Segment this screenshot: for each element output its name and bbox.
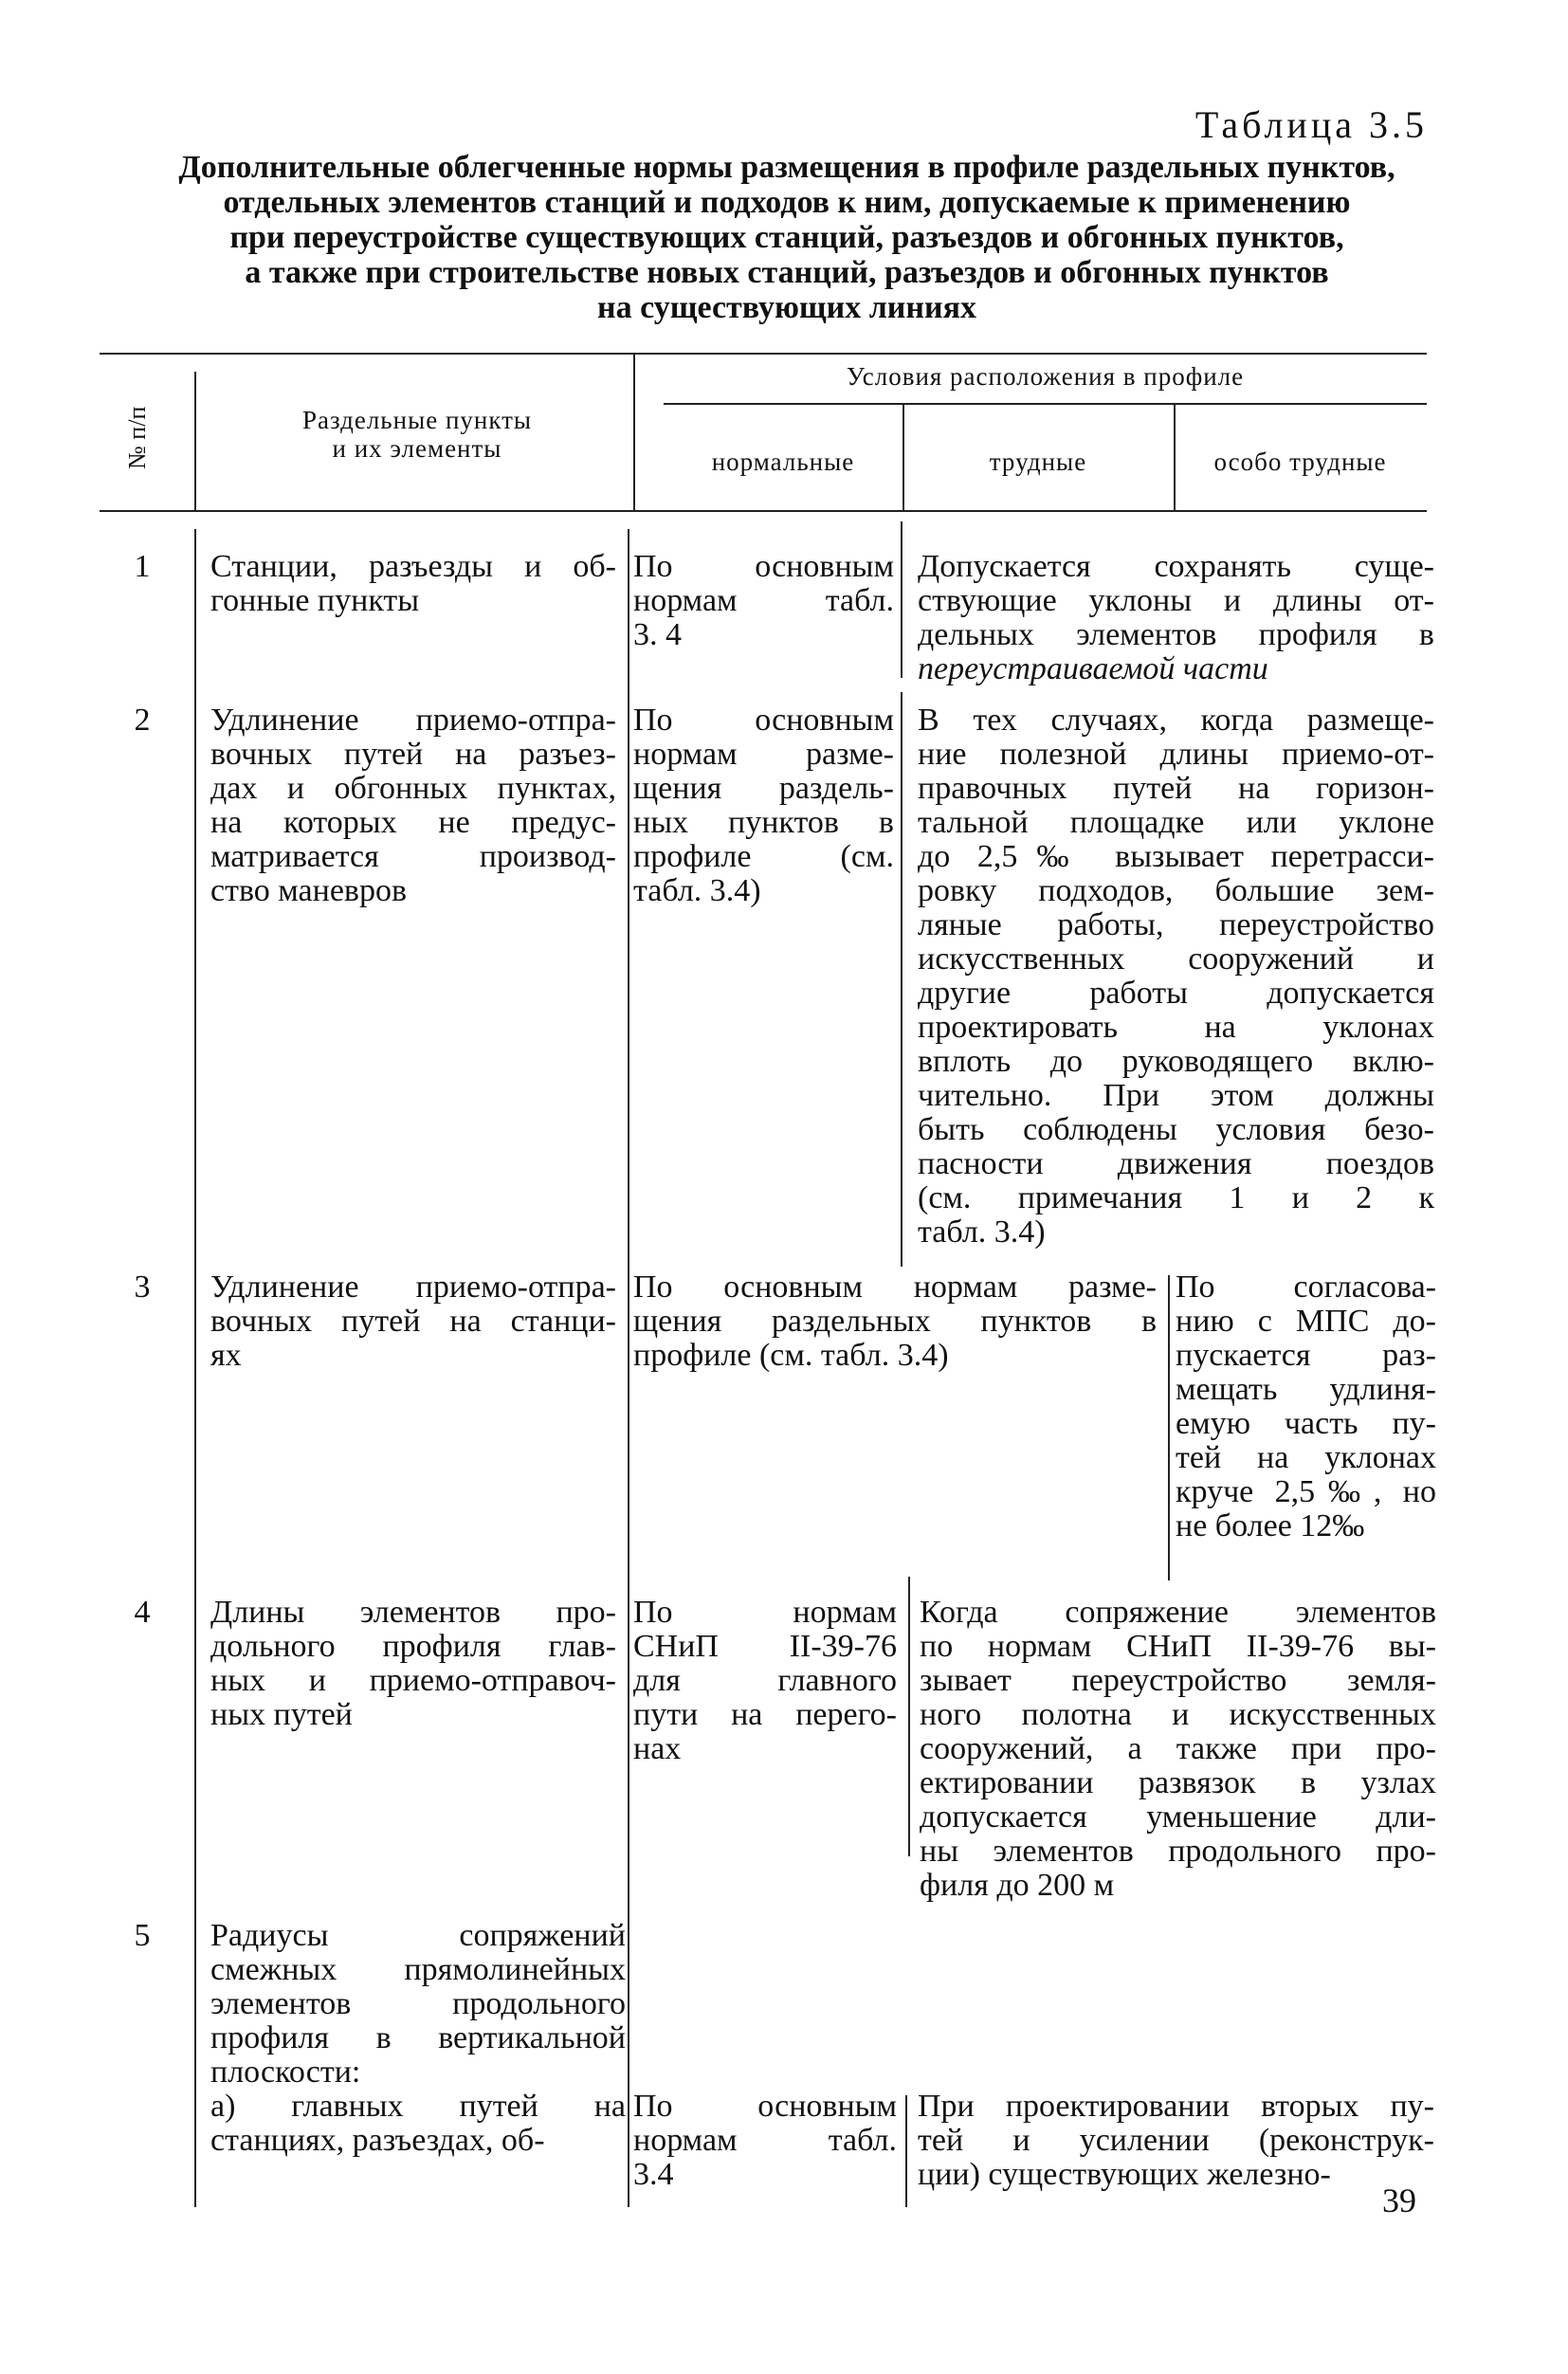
text-line: нормам разме- [633, 737, 894, 772]
header-difficult: трудные [989, 447, 1087, 476]
header-col-divider [633, 353, 635, 510]
row-3-element [210, 1270, 616, 1373]
text-line: допускается уменьшение дли- [920, 1799, 1436, 1835]
row-1-normal [633, 550, 894, 652]
text-line: табл. 3.4) [633, 873, 761, 908]
text-line: тей и усилении (реконструк- [918, 2123, 1434, 2158]
row-4-element [210, 1596, 616, 1732]
text-line: 3.4 [633, 2157, 674, 2192]
row-3-normal-difficult [633, 1270, 1157, 1373]
text-line: ных пунктов в [633, 805, 894, 840]
text-line: элементов продольного [210, 1986, 626, 2021]
title-line: Дополнительные облегченные нормы размещения в профиле раздельных пунктов, [178, 150, 1395, 185]
header-elements [218, 406, 616, 463]
text-line: ции) существующих железно- [918, 2157, 1331, 2192]
text-line: тей на уклонах [1176, 1440, 1436, 1475]
title-line: при переустройстве существующих станций, разъездов и обгонных пунктов, [229, 220, 1344, 255]
text-line: смежных прямолинейных [210, 1952, 626, 1987]
text-line: а) главных путей на [210, 2089, 626, 2124]
body-col-divider [908, 1577, 910, 1856]
text-line: В тех случаях, когда размеще- [918, 703, 1434, 738]
row-2-normal [633, 703, 894, 908]
text-line: чительно. При этом должны [918, 1078, 1434, 1113]
text-line: вочных путей на разъез- [210, 737, 616, 772]
header-elements-line: Раздельные пункты [301, 406, 533, 434]
text-line: пути на перего- [633, 1697, 897, 1732]
text-line: ровку подходов, большие зем- [918, 873, 1434, 908]
text-line: СНиП II-39-76 [633, 1629, 897, 1664]
header-conditions: Условия расположения в профиле [846, 362, 1245, 391]
text-line: Допускается сохранять суще- [918, 549, 1434, 584]
text-line: профиля в вертикальной [210, 2020, 626, 2055]
header-elements-line: и их элементы [332, 434, 502, 463]
row-2-difficult [918, 703, 1434, 1250]
text-line: ны элементов продольного про- [920, 1834, 1436, 1869]
text-line: ного полотна и искусственных [920, 1697, 1436, 1732]
text-line: станциях, разъездах, об- [210, 2123, 545, 2158]
text-line: ство маневров [210, 873, 408, 908]
row-number: 2 [134, 703, 151, 738]
text-line: гонные пункты [210, 583, 420, 618]
row-number: 1 [134, 549, 151, 584]
text-line: быть соблюдены условия безо- [918, 1112, 1434, 1147]
text-line: Удлинение приемо-отпра- [210, 703, 616, 738]
text-line: дах и обгонных пунктах, [210, 771, 616, 806]
text-line: Удлинение приемо-отпра- [210, 1269, 616, 1305]
text-line: По согласова- [1176, 1269, 1436, 1305]
row-3-very-difficult [1176, 1270, 1436, 1543]
header-normal: нормальные [711, 447, 855, 476]
text-line: нию с МПС до- [1176, 1304, 1436, 1339]
text-line: Радиусы сопряжений [210, 1918, 626, 1953]
text-line: щения раздель- [633, 771, 894, 806]
page-number: 39 [1382, 2182, 1416, 2219]
body-col-divider [628, 529, 629, 2207]
text-line: При проектировании вторых пу- [918, 2089, 1434, 2124]
header-bottom-rule [100, 510, 1427, 512]
text-line: дельных элементов профиля в [918, 617, 1434, 652]
title-line: а также при строительстве новых станций, разъездов и обгонных пунктов [245, 255, 1329, 290]
text-line: зывает переустройство земля- [920, 1663, 1436, 1698]
text-line: вплоть до руководящего вклю- [918, 1044, 1434, 1079]
text-line: нормам табл. [633, 2123, 897, 2158]
text-line: ектировании развязок в узлах [920, 1765, 1436, 1800]
text-line: нормам табл. [633, 583, 894, 618]
text-line: ствующие уклоны и длины от- [918, 583, 1434, 618]
text-line: 3. 4 [633, 617, 682, 652]
text-line: По основным нормам разме- [633, 1269, 1157, 1305]
text-line: вочных путей на станци- [210, 1304, 616, 1339]
text-line: Станции, разъезды и об- [210, 549, 616, 584]
row-4-difficult [920, 1596, 1436, 1903]
row-4-normal [633, 1596, 897, 1766]
text-line: для главного [633, 1663, 897, 1698]
row-1-element [210, 550, 616, 618]
text-line: ных и приемо-отправоч- [210, 1663, 616, 1698]
header-number: № п/п [123, 406, 151, 469]
body-col-divider [194, 529, 196, 2207]
header-top-rule [100, 353, 1427, 355]
text-line: искусственных сооружений и [918, 941, 1434, 977]
text-line: По основным [633, 703, 894, 738]
header-col-divider [194, 372, 196, 510]
text-line: щения раздельных пунктов в [633, 1304, 1157, 1339]
text-line: По основным [633, 549, 894, 584]
text-line: табл. 3.4) [918, 1214, 1046, 1250]
row-5-difficult [918, 2090, 1434, 2192]
text-line: пускается раз- [1176, 1338, 1436, 1373]
text-line: (см. примечания 1 и 2 к [918, 1180, 1434, 1215]
text-line: сооружений, а также при про- [920, 1731, 1436, 1766]
text-line: дольного профиля глав- [210, 1629, 616, 1664]
text-line: переустраиваемой части [918, 651, 1268, 686]
body-col-divider [1168, 1275, 1170, 1580]
text-line: Длины элементов про- [210, 1595, 616, 1630]
body-col-divider [901, 521, 903, 678]
text-line: ях [210, 1338, 242, 1373]
row-number: 5 [134, 1918, 151, 1953]
text-line: филя до 200 м [920, 1868, 1115, 1903]
text-line: пасности движения поездов [918, 1146, 1434, 1181]
text-line: круче 2,5‰, но [1176, 1474, 1436, 1509]
text-line: По нормам [633, 1595, 897, 1630]
text-line: профиле (см. [633, 839, 894, 874]
text-line: Когда сопряжение элементов [920, 1595, 1436, 1630]
text-line: емую часть пу- [1176, 1406, 1436, 1441]
text-line: по нормам СНиП II-39-76 вы- [920, 1629, 1436, 1664]
row-1-difficult [918, 550, 1434, 686]
body-col-divider [901, 692, 903, 1267]
text-line: до 2,5‰ вызывает перетрасси- [918, 839, 1434, 874]
row-5-normal [633, 2090, 897, 2192]
text-line: на которых не предус- [210, 805, 616, 840]
body-col-divider [905, 2095, 907, 2207]
row-5-element [210, 1919, 626, 2158]
text-line: проектировать на уклонах [918, 1010, 1434, 1045]
table-title [85, 150, 1488, 325]
text-line: мещать удлиня- [1176, 1372, 1436, 1407]
text-line: матривается производ- [210, 839, 616, 874]
text-line: тальной площадке или уклоне [918, 805, 1434, 840]
text-line: нах [633, 1731, 682, 1766]
row-2-element [210, 703, 616, 908]
row-number: 4 [134, 1595, 151, 1630]
text-line: ляные работы, переустройство [918, 907, 1434, 942]
text-line: По основным [633, 2089, 897, 2124]
text-line: ных путей [210, 1697, 353, 1732]
text-line: правочных путей на горизон- [918, 771, 1434, 806]
title-line: отдельных элементов станций и подходов к ним, допускаемые к применению [223, 185, 1351, 220]
header-very-difficult: особо трудные [1213, 447, 1387, 476]
title-line: на существующих линиях [597, 290, 976, 325]
text-line: ние полезной длины приемо-от- [918, 737, 1434, 772]
table-label: Таблица 3.5 [1194, 103, 1428, 146]
text-line: плоскости: [210, 2054, 361, 2090]
text-line: не более 12‰ [1176, 1508, 1365, 1543]
text-line: другие работы допускается [918, 976, 1434, 1011]
header-sub-rule [664, 403, 1427, 405]
text-line: профиле (см. табл. 3.4) [633, 1338, 949, 1373]
row-number: 3 [134, 1269, 151, 1305]
